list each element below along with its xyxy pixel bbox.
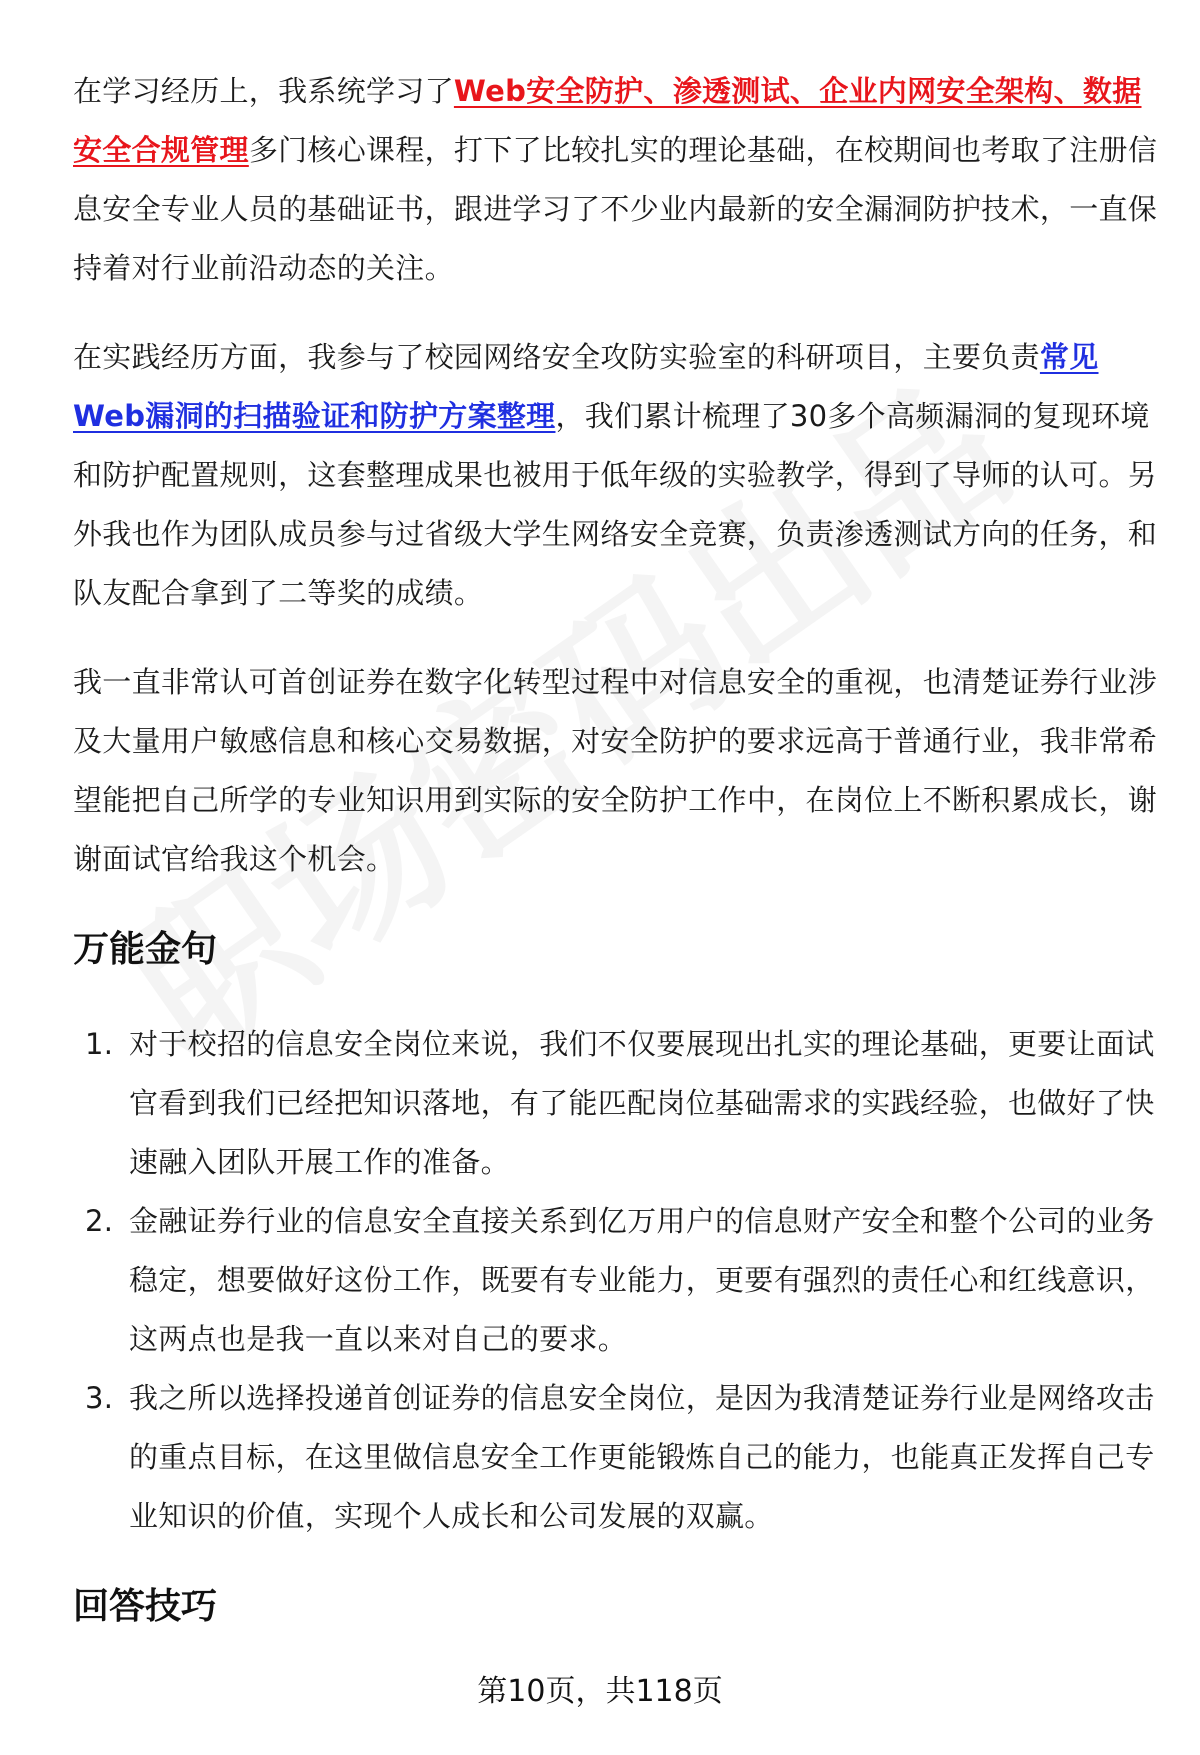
list-number: 3. (85, 1381, 114, 1415)
highlight-red: Web安全防护、渗透测试、企业内网安全架构、数据安全合规管理 (73, 74, 1142, 167)
paragraph-text: 在学习经历上，我系统学习了 (73, 74, 454, 108)
paragraph-motivation (73, 653, 1158, 889)
highlight-blue: 常见Web漏洞的扫描验证和防护方案整理 (73, 340, 1099, 433)
paragraph-practice (73, 328, 1158, 623)
paragraph-text: 在实践经历方面，我参与了校园网络安全攻防实验室的科研项目，主要负责 (73, 340, 1040, 374)
list-item (73, 1192, 1158, 1369)
list-number: 2. (85, 1204, 114, 1238)
list-item (73, 1015, 1158, 1192)
list-number: 1. (85, 1027, 114, 1061)
golden-sentence-list (73, 1015, 1158, 1546)
list-item-text: 金融证券行业的信息安全直接关系到亿万用户的信息财产安全和整个公司的业务稳定，想要做好这份工作，既要有专业能力，更要有强烈的责任心和红线意识，这两点也是我一直以来对自己的要求。 (129, 1204, 1155, 1356)
list-item-text: 对于校招的信息安全岗位来说，我们不仅要展现出扎实的理论基础，更要让面试官看到我们已经把知识落地，有了能匹配岗位基础需求的实践经验，也做好了快速融入团队开展工作的准备。 (129, 1027, 1155, 1179)
paragraph-study (73, 62, 1158, 298)
paragraph-text: ，我们累计梳理了30多个高频漏洞的复现环境和防护配置规则，这套整理成果也被用于低年级的实验教学，得到了导师的认可。另外我也作为团队成员参与过省级大学生网络安全竞赛，负责渗透测试方向的任务，和队友配合拿到了二等奖的成绩。 (73, 399, 1158, 610)
paragraph-text: 我一直非常认可首创证券在数字化转型过程中对信息安全的重视，也清楚证券行业涉及大量用户敏感信息和核心交易数据，对安全防护的要求远高于普通行业，我非常希望能把自己所学的专业知识用到实际的安全防护工作中，在岗位上不断积累成长，谢谢面试官给我这个机会。 (73, 665, 1158, 876)
section-title-tips: 回答技巧 (73, 1586, 218, 1627)
paragraph-text: 多门核心课程，打下了比较扎实的理论基础，在校期间也考取了注册信息安全专业人员的基础证书，跟进学习了不少业内最新的安全漏洞防护技术，一直保持着对行业前沿动态的关注。 (73, 133, 1158, 285)
list-item-text: 我之所以选择投递首创证券的信息安全岗位，是因为我清楚证券行业是网络攻击的重点目标，在这里做信息安全工作更能锻炼自己的能力，也能真正发挥自己专业知识的价值，实现个人成长和公司发展的双赢。 (129, 1381, 1155, 1533)
document-body (73, 62, 1158, 1672)
list-item (73, 1369, 1158, 1546)
page-number: 第10页，共118页 (477, 1674, 723, 1709)
section-title-golden: 万能金句 (73, 929, 218, 970)
